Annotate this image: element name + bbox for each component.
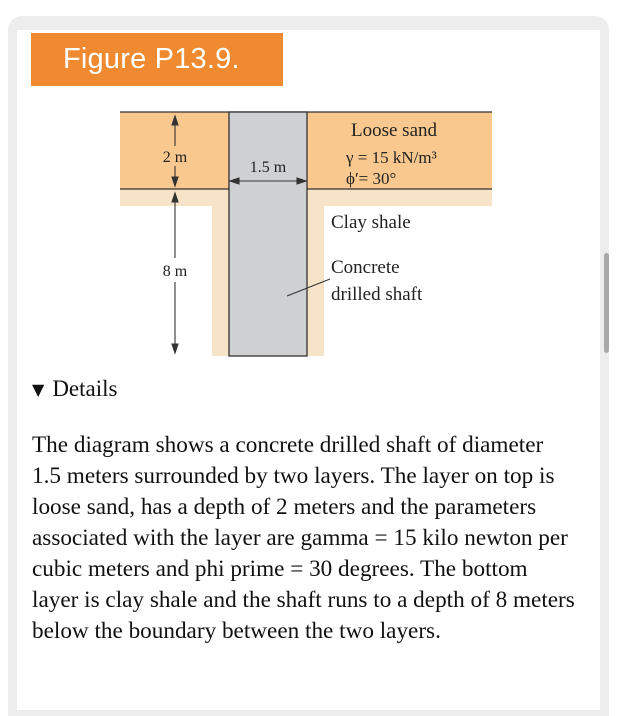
top-layer-gamma: γ = 15 kN/m³ — [346, 148, 437, 167]
bottom-layer-name: Clay shale — [331, 212, 411, 233]
depth-bottom-label: 8 m — [162, 263, 188, 280]
diameter-label: 1.5 m — [249, 159, 287, 176]
triangle-down-icon: ▼ — [32, 379, 45, 399]
details-description: The diagram shows a concrete drilled shaft of diameter 1.5 meters surrounded by two layers. The layer on top is loose sand, has a depth of 2 meters and the parameters associated with the layer are gamma = 15 kilo newton per cubic meters and phi prime = 30 degrees. The bottom layer is clay shale and the shaft runs to a depth of 8 meters below the boundary between the two layers. — [32, 432, 575, 644]
concrete-shaft — [229, 112, 307, 356]
scrollbar[interactable] — [604, 253, 609, 353]
details-toggle[interactable] — [32, 376, 117, 402]
details-label: Details — [52, 376, 118, 401]
top-layer-name: Loose sand — [351, 120, 438, 141]
top-layer-phi: ϕ′= 30° — [346, 169, 397, 188]
depth-top-label: 2 m — [162, 149, 188, 166]
figure-title: Figure P13.9. — [31, 33, 283, 86]
shaft-label-line1: Concrete — [331, 257, 400, 278]
shaft-label-line2: drilled shaft — [331, 284, 423, 305]
